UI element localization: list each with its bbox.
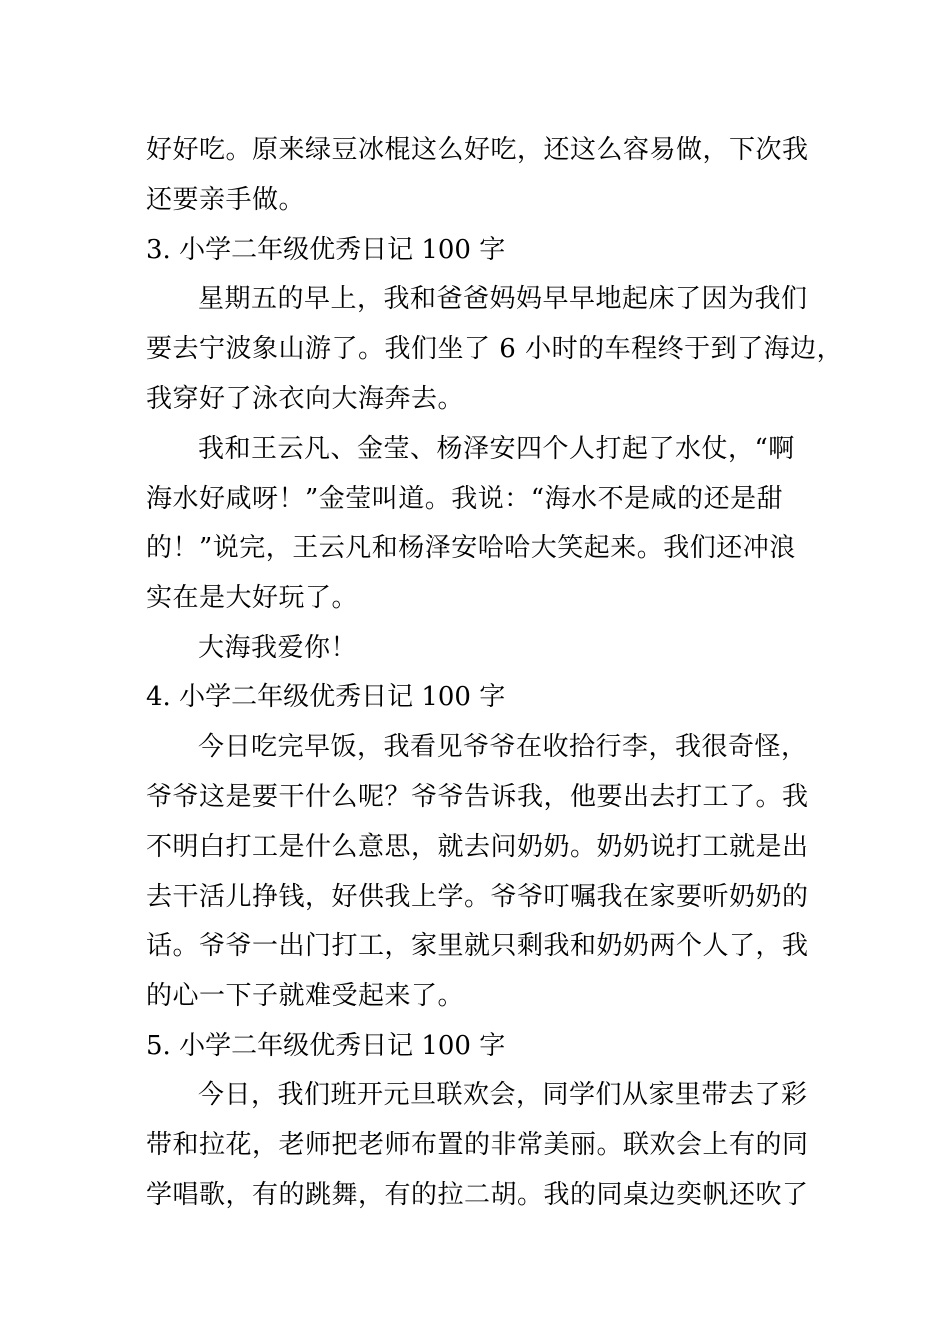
text-line: 要去宁波象山游了。我们坐了 6 小时的车程终于到了海边， <box>146 334 844 364</box>
text-line: 好好吃。原来绿豆冰棍这么好吃，还这么容易做，下次我 <box>146 135 809 165</box>
text-line: 学唱歌，有的跳舞，有的拉二胡。我的同桌边奕帆还吹了 <box>146 1180 809 1210</box>
text-line: 还要亲手做。 <box>146 185 306 215</box>
text-line: 实在是大好玩了。 <box>146 583 359 613</box>
section-heading: 5. 小学二年级优秀日记 100 字 <box>146 1031 506 1061</box>
text-line: 去干活儿挣钱，好供我上学。爷爷叮嘱我在家要听奶奶的 <box>146 882 809 912</box>
section-heading: 3. 小学二年级优秀日记 100 字 <box>146 235 506 265</box>
text-line: 我和王云凡、金莹、杨泽安四个人打起了水仗，“啊 <box>198 434 795 464</box>
text-line: 大海我爱你！ <box>198 633 358 663</box>
text-line: 爷爷这是要干什么呢？爷爷告诉我，他要出去打工了。我 <box>146 782 809 812</box>
section-heading: 4. 小学二年级优秀日记 100 字 <box>146 682 506 712</box>
text-line: 带和拉花，老师把老师布置的非常美丽。联欢会上有的同 <box>146 1130 809 1160</box>
text-line: 我穿好了泳衣向大海奔去。 <box>146 384 465 414</box>
text-line: 今日，我们班开元旦联欢会，同学们从家里带去了彩 <box>198 1080 808 1110</box>
text-line: 今日吃完早饭，我看见爷爷在收拾行李，我很奇怪， <box>198 732 808 762</box>
text-line: 的！”说完，王云凡和杨泽安哈哈大笑起来。我们还冲浪 <box>146 533 796 563</box>
text-line: 不明白打工是什么意思，就去问奶奶。奶奶说打工就是出 <box>146 832 809 862</box>
text-line: 的心一下子就难受起来了。 <box>146 981 465 1011</box>
text-line: 星期五的早上，我和爸爸妈妈早早地起床了因为我们 <box>198 284 808 314</box>
text-line: 海水好咸呀！”金莹叫道。我说：“海水不是咸的还是甜 <box>146 484 784 514</box>
text-line: 话。爷爷一出门打工，家里就只剩我和奶奶两个人了，我 <box>146 931 809 961</box>
